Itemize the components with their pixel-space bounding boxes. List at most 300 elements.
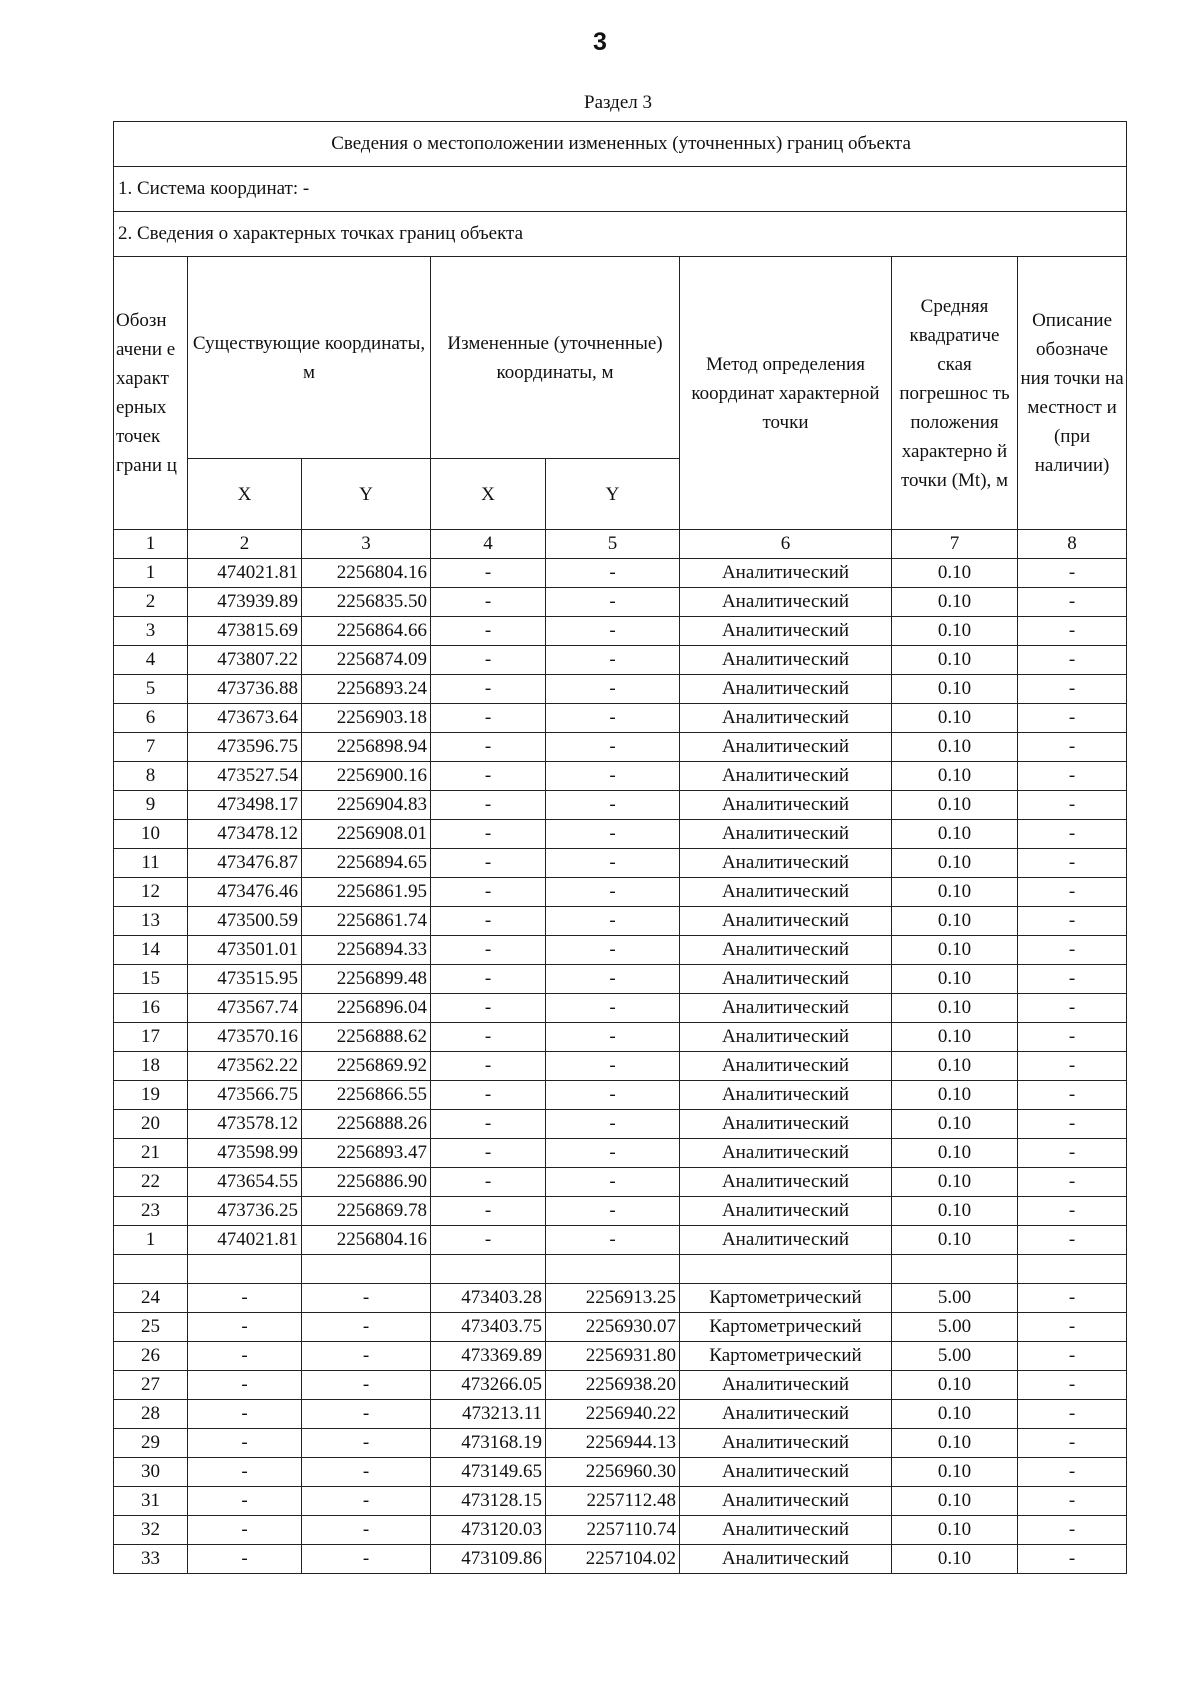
table-cell: 16: [114, 994, 188, 1023]
table-cell: 0.10: [892, 936, 1018, 965]
table-row: [114, 791, 1127, 820]
table-row: [114, 878, 1127, 907]
header-changed-coords: Измененные (уточненные) координаты, м: [431, 257, 680, 459]
table-row: [114, 907, 1127, 936]
table-row: [114, 733, 1127, 762]
table-cell: 2256938.20: [546, 1371, 680, 1400]
column-number: 2: [188, 530, 302, 559]
table-cell: -: [431, 791, 546, 820]
table-cell: -: [546, 1023, 680, 1052]
table-cell: 473807.22: [188, 646, 302, 675]
table-cell: Аналитический: [680, 791, 892, 820]
empty-cell: [892, 1255, 1018, 1284]
table-cell: Аналитический: [680, 878, 892, 907]
table-row: [114, 1081, 1127, 1110]
table-cell: 0.10: [892, 1458, 1018, 1487]
table-cell: 26: [114, 1342, 188, 1371]
table-cell: -: [431, 646, 546, 675]
table-cell: -: [546, 936, 680, 965]
table-cell: 29: [114, 1429, 188, 1458]
table-cell: -: [302, 1429, 431, 1458]
table-cell: 2256864.66: [302, 617, 431, 646]
table-cell: -: [1018, 646, 1127, 675]
table-cell: 0.10: [892, 1429, 1018, 1458]
table-cell: 473478.12: [188, 820, 302, 849]
table-cell: 473476.87: [188, 849, 302, 878]
table-cell: -: [1018, 704, 1127, 733]
table-cell: 2256869.92: [302, 1052, 431, 1081]
table-cell: 18: [114, 1052, 188, 1081]
table-cell: 2256888.62: [302, 1023, 431, 1052]
table-cell: -: [431, 559, 546, 588]
table-cell: 10: [114, 820, 188, 849]
table-cell: 0.10: [892, 704, 1018, 733]
table-cell: 7: [114, 733, 188, 762]
table-cell: -: [1018, 1516, 1127, 1545]
table-cell: 474021.81: [188, 559, 302, 588]
table-cell: 0.10: [892, 791, 1018, 820]
table-cell: 2257112.48: [546, 1487, 680, 1516]
table-cell: 473403.28: [431, 1284, 546, 1313]
table-cell: -: [431, 704, 546, 733]
table-cell: 27: [114, 1371, 188, 1400]
table-cell: -: [431, 1081, 546, 1110]
table-row: [114, 1023, 1127, 1052]
empty-cell: [680, 1255, 892, 1284]
column-number: 5: [546, 530, 680, 559]
table-row: [114, 588, 1127, 617]
table-cell: 2256904.83: [302, 791, 431, 820]
table-cell: 0.10: [892, 994, 1018, 1023]
table-cell: Аналитический: [680, 1516, 892, 1545]
table-row: [114, 1545, 1127, 1574]
table-cell: 17: [114, 1023, 188, 1052]
table-cell: -: [546, 1226, 680, 1255]
table-cell: 2256861.74: [302, 907, 431, 936]
table-cell: -: [1018, 762, 1127, 791]
table-cell: Аналитический: [680, 1168, 892, 1197]
table-cell: -: [1018, 1197, 1127, 1226]
table-cell: -: [302, 1458, 431, 1487]
table-cell: 2257104.02: [546, 1545, 680, 1574]
table-cell: -: [1018, 1139, 1127, 1168]
table-cell: -: [431, 849, 546, 878]
table-cell: 0.10: [892, 907, 1018, 936]
table-cell: 473213.11: [431, 1400, 546, 1429]
table-cell: Аналитический: [680, 1139, 892, 1168]
table-cell: Аналитический: [680, 675, 892, 704]
table-cell: 28: [114, 1400, 188, 1429]
table-cell: 5.00: [892, 1342, 1018, 1371]
table-cell: -: [546, 646, 680, 675]
table-cell: 2256960.30: [546, 1458, 680, 1487]
table-row: [114, 936, 1127, 965]
table-cell: 473673.64: [188, 704, 302, 733]
table-cell: -: [1018, 1400, 1127, 1429]
empty-cell: [1018, 1255, 1127, 1284]
table-cell: -: [546, 1110, 680, 1139]
table-cell: 473266.05: [431, 1371, 546, 1400]
table-cell: -: [302, 1516, 431, 1545]
table-cell: 2256804.16: [302, 1226, 431, 1255]
table-cell: 2257110.74: [546, 1516, 680, 1545]
table-cell: 22: [114, 1168, 188, 1197]
table-cell: 473654.55: [188, 1168, 302, 1197]
table-cell: 473598.99: [188, 1139, 302, 1168]
table-cell: Аналитический: [680, 1052, 892, 1081]
table-cell: 0.10: [892, 1487, 1018, 1516]
table-row: [114, 820, 1127, 849]
table-row: [114, 1313, 1127, 1342]
table-cell: 30: [114, 1458, 188, 1487]
table-cell: 0.10: [892, 878, 1018, 907]
table-cell: -: [188, 1400, 302, 1429]
column-number: 6: [680, 530, 892, 559]
table-cell: 473498.17: [188, 791, 302, 820]
table-cell: 473570.16: [188, 1023, 302, 1052]
coordinate-system: 1. Система координат: -: [114, 167, 1127, 212]
table-cell: -: [431, 1197, 546, 1226]
table-cell: -: [188, 1284, 302, 1313]
table-cell: Аналитический: [680, 849, 892, 878]
header-existing-x: X: [188, 459, 302, 530]
table-row: [114, 1458, 1127, 1487]
table-cell: 0.10: [892, 1516, 1018, 1545]
table-cell: -: [1018, 1313, 1127, 1342]
table-cell: 473168.19: [431, 1429, 546, 1458]
table-cell: 473515.95: [188, 965, 302, 994]
table-cell: 0.10: [892, 1545, 1018, 1574]
table-cell: Аналитический: [680, 1110, 892, 1139]
table-cell: -: [188, 1429, 302, 1458]
table-cell: -: [188, 1342, 302, 1371]
table-cell: -: [431, 733, 546, 762]
table-cell: Аналитический: [680, 1487, 892, 1516]
table-row: [114, 965, 1127, 994]
table-cell: -: [1018, 1023, 1127, 1052]
empty-cell: [302, 1255, 431, 1284]
table-cell: 32: [114, 1516, 188, 1545]
table-row: [114, 1110, 1127, 1139]
table-row: [114, 1342, 1127, 1371]
table-cell: -: [1018, 1226, 1127, 1255]
table-cell: -: [1018, 936, 1127, 965]
table-cell: 2256869.78: [302, 1197, 431, 1226]
table-cell: 2256913.25: [546, 1284, 680, 1313]
table-cell: 0.10: [892, 965, 1018, 994]
table-cell: -: [1018, 733, 1127, 762]
column-number: 1: [114, 530, 188, 559]
table-cell: -: [302, 1487, 431, 1516]
table-cell: Аналитический: [680, 1197, 892, 1226]
table-cell: -: [1018, 1052, 1127, 1081]
table-cell: 473527.54: [188, 762, 302, 791]
table-row: [114, 762, 1127, 791]
table-cell: 2256861.95: [302, 878, 431, 907]
table-cell: 473120.03: [431, 1516, 546, 1545]
column-number: 8: [1018, 530, 1127, 559]
table-cell: 31: [114, 1487, 188, 1516]
table-cell: 0.10: [892, 1400, 1018, 1429]
table-cell: 2256903.18: [302, 704, 431, 733]
table-cell: 473939.89: [188, 588, 302, 617]
table-cell: 13: [114, 907, 188, 936]
table-row: [114, 849, 1127, 878]
table-cell: 1: [114, 559, 188, 588]
table-cell: 473736.25: [188, 1197, 302, 1226]
table-cell: 2256893.47: [302, 1139, 431, 1168]
table-cell: 15: [114, 965, 188, 994]
table-cell: -: [546, 820, 680, 849]
table-cell: Аналитический: [680, 1458, 892, 1487]
table-cell: -: [1018, 1284, 1127, 1313]
table-cell: -: [431, 1139, 546, 1168]
table-row: [114, 1052, 1127, 1081]
table-title: Сведения о местоположении измененных (уточненных) границ объекта: [114, 122, 1127, 167]
column-numbers-row: [114, 530, 1127, 559]
table-cell: 14: [114, 936, 188, 965]
table-cell: -: [1018, 820, 1127, 849]
table-cell: 0.10: [892, 1168, 1018, 1197]
header-changed-y: Y: [546, 459, 680, 530]
table-cell: -: [546, 1081, 680, 1110]
table-cell: 24: [114, 1284, 188, 1313]
table-cell: -: [1018, 588, 1127, 617]
table-cell: -: [546, 588, 680, 617]
table-cell: -: [546, 878, 680, 907]
table-cell: 0.10: [892, 675, 1018, 704]
header-existing-coords: Существующие координаты, м: [188, 257, 431, 459]
table-cell: -: [302, 1284, 431, 1313]
table-cell: 2256835.50: [302, 588, 431, 617]
table-cell: -: [188, 1458, 302, 1487]
table-cell: Аналитический: [680, 704, 892, 733]
table-row: [114, 559, 1127, 588]
table-cell: Аналитический: [680, 588, 892, 617]
table-row: [114, 1487, 1127, 1516]
table-cell: -: [1018, 1429, 1127, 1458]
table-cell: -: [546, 791, 680, 820]
table-cell: 473403.75: [431, 1313, 546, 1342]
table-cell: -: [1018, 791, 1127, 820]
table-cell: 2256930.07: [546, 1313, 680, 1342]
table-cell: -: [546, 762, 680, 791]
table-cell: Аналитический: [680, 936, 892, 965]
table-cell: -: [546, 617, 680, 646]
table-cell: 8: [114, 762, 188, 791]
table-cell: 0.10: [892, 646, 1018, 675]
table-cell: 473369.89: [431, 1342, 546, 1371]
table-cell: -: [302, 1371, 431, 1400]
table-cell: 473501.01: [188, 936, 302, 965]
table-cell: -: [1018, 1545, 1127, 1574]
table-cell: 5.00: [892, 1313, 1018, 1342]
table-cell: 19: [114, 1081, 188, 1110]
table-cell: 473109.86: [431, 1545, 546, 1574]
table-cell: 474021.81: [188, 1226, 302, 1255]
header-method: Метод определения координат характерной точки: [680, 257, 892, 530]
table-cell: -: [188, 1487, 302, 1516]
table-cell: -: [431, 936, 546, 965]
table-cell: 5.00: [892, 1284, 1018, 1313]
table-row: [114, 1400, 1127, 1429]
table-cell: Аналитический: [680, 1545, 892, 1574]
table-cell: 11: [114, 849, 188, 878]
table-cell: Аналитический: [680, 1371, 892, 1400]
table-cell: -: [1018, 1487, 1127, 1516]
table-cell: -: [431, 965, 546, 994]
table-cell: -: [188, 1313, 302, 1342]
table-cell: 0.10: [892, 559, 1018, 588]
table-cell: 0.10: [892, 1139, 1018, 1168]
table-cell: -: [1018, 559, 1127, 588]
table-cell: Аналитический: [680, 733, 892, 762]
table-cell: 0.10: [892, 617, 1018, 646]
table-cell: Аналитический: [680, 646, 892, 675]
table-cell: -: [302, 1342, 431, 1371]
column-number: 4: [431, 530, 546, 559]
table-cell: 33: [114, 1545, 188, 1574]
table-cell: 0.10: [892, 1226, 1018, 1255]
table-cell: 2256888.26: [302, 1110, 431, 1139]
table-row: [114, 704, 1127, 733]
boundary-points-table: [113, 121, 1127, 1574]
table-cell: 2256900.16: [302, 762, 431, 791]
empty-cell: [546, 1255, 680, 1284]
table-cell: 23: [114, 1197, 188, 1226]
table-cell: 12: [114, 878, 188, 907]
table-cell: 6: [114, 704, 188, 733]
column-number: 3: [302, 530, 431, 559]
table-cell: -: [1018, 907, 1127, 936]
table-cell: 2: [114, 588, 188, 617]
table-cell: -: [431, 617, 546, 646]
table-cell: 2256898.94: [302, 733, 431, 762]
table-cell: 2256874.09: [302, 646, 431, 675]
table-row: [114, 1139, 1127, 1168]
table-cell: 0.10: [892, 1371, 1018, 1400]
table-cell: -: [1018, 1371, 1127, 1400]
table-cell: -: [1018, 994, 1127, 1023]
table-cell: -: [431, 675, 546, 704]
table-cell: 2256944.13: [546, 1429, 680, 1458]
header-designation: Обозн ачени е характ ерных точек грани ц: [114, 257, 188, 530]
table-cell: Аналитический: [680, 1226, 892, 1255]
table-cell: Аналитический: [680, 907, 892, 936]
table-cell: 473815.69: [188, 617, 302, 646]
table-cell: 2256804.16: [302, 559, 431, 588]
blank-separator-row: [114, 1255, 1127, 1284]
empty-cell: [431, 1255, 546, 1284]
table-cell: -: [302, 1545, 431, 1574]
table-cell: -: [431, 878, 546, 907]
table-cell: 5: [114, 675, 188, 704]
table-cell: -: [1018, 1081, 1127, 1110]
table-row: [114, 1516, 1127, 1545]
table-cell: 2256896.04: [302, 994, 431, 1023]
header-rms-error: Средняя квадратиче ская погрешнос ть положения характерно й точки (Mt), м: [892, 257, 1018, 530]
table-cell: 0.10: [892, 1052, 1018, 1081]
table-cell: -: [546, 1168, 680, 1197]
table-cell: -: [546, 704, 680, 733]
table-cell: -: [546, 1052, 680, 1081]
table-cell: -: [546, 559, 680, 588]
table-cell: -: [546, 907, 680, 936]
table-cell: -: [546, 1139, 680, 1168]
table-cell: -: [431, 1023, 546, 1052]
table-cell: -: [546, 733, 680, 762]
table-cell: 20: [114, 1110, 188, 1139]
table-cell: Аналитический: [680, 1081, 892, 1110]
table-cell: 473736.88: [188, 675, 302, 704]
table-cell: 1: [114, 1226, 188, 1255]
table-cell: 2256894.65: [302, 849, 431, 878]
table-cell: Картометрический: [680, 1284, 892, 1313]
table-cell: Аналитический: [680, 820, 892, 849]
table-cell: 0.10: [892, 1081, 1018, 1110]
table-cell: 0.10: [892, 849, 1018, 878]
table-cell: 2256899.48: [302, 965, 431, 994]
table-cell: 2256866.55: [302, 1081, 431, 1110]
table-cell: -: [1018, 965, 1127, 994]
table-row: [114, 1168, 1127, 1197]
table-cell: Аналитический: [680, 1429, 892, 1458]
table-row: [114, 994, 1127, 1023]
table-cell: Картометрический: [680, 1342, 892, 1371]
table-cell: Картометрический: [680, 1313, 892, 1342]
table-cell: 473476.46: [188, 878, 302, 907]
table-cell: -: [1018, 617, 1127, 646]
table-cell: -: [1018, 878, 1127, 907]
column-number: 7: [892, 530, 1018, 559]
table-cell: 0.10: [892, 820, 1018, 849]
table-row: [114, 646, 1127, 675]
table-cell: -: [431, 1110, 546, 1139]
table-cell: -: [431, 994, 546, 1023]
table-row: [114, 1197, 1127, 1226]
table-cell: Аналитический: [680, 965, 892, 994]
table-cell: 473566.75: [188, 1081, 302, 1110]
table-cell: 2256908.01: [302, 820, 431, 849]
table-row: [114, 1226, 1127, 1255]
table-cell: -: [302, 1400, 431, 1429]
table-row: [114, 617, 1127, 646]
table-row: [114, 1429, 1127, 1458]
table-cell: -: [431, 1168, 546, 1197]
table-cell: Аналитический: [680, 1400, 892, 1429]
table-cell: -: [1018, 675, 1127, 704]
table-cell: -: [1018, 1168, 1127, 1197]
table-row: [114, 1284, 1127, 1313]
table-cell: -: [431, 588, 546, 617]
table-cell: -: [431, 762, 546, 791]
table-cell: -: [188, 1371, 302, 1400]
table-cell: -: [1018, 1342, 1127, 1371]
table-cell: 21: [114, 1139, 188, 1168]
table-cell: 2256931.80: [546, 1342, 680, 1371]
table-cell: Аналитический: [680, 762, 892, 791]
table-cell: -: [1018, 1458, 1127, 1487]
table-cell: 473596.75: [188, 733, 302, 762]
table-cell: 473149.65: [431, 1458, 546, 1487]
table-cell: 0.10: [892, 1110, 1018, 1139]
table-cell: -: [188, 1545, 302, 1574]
table-cell: 2256940.22: [546, 1400, 680, 1429]
table-cell: 4: [114, 646, 188, 675]
table-cell: -: [1018, 849, 1127, 878]
table-cell: -: [188, 1516, 302, 1545]
table-cell: 473128.15: [431, 1487, 546, 1516]
